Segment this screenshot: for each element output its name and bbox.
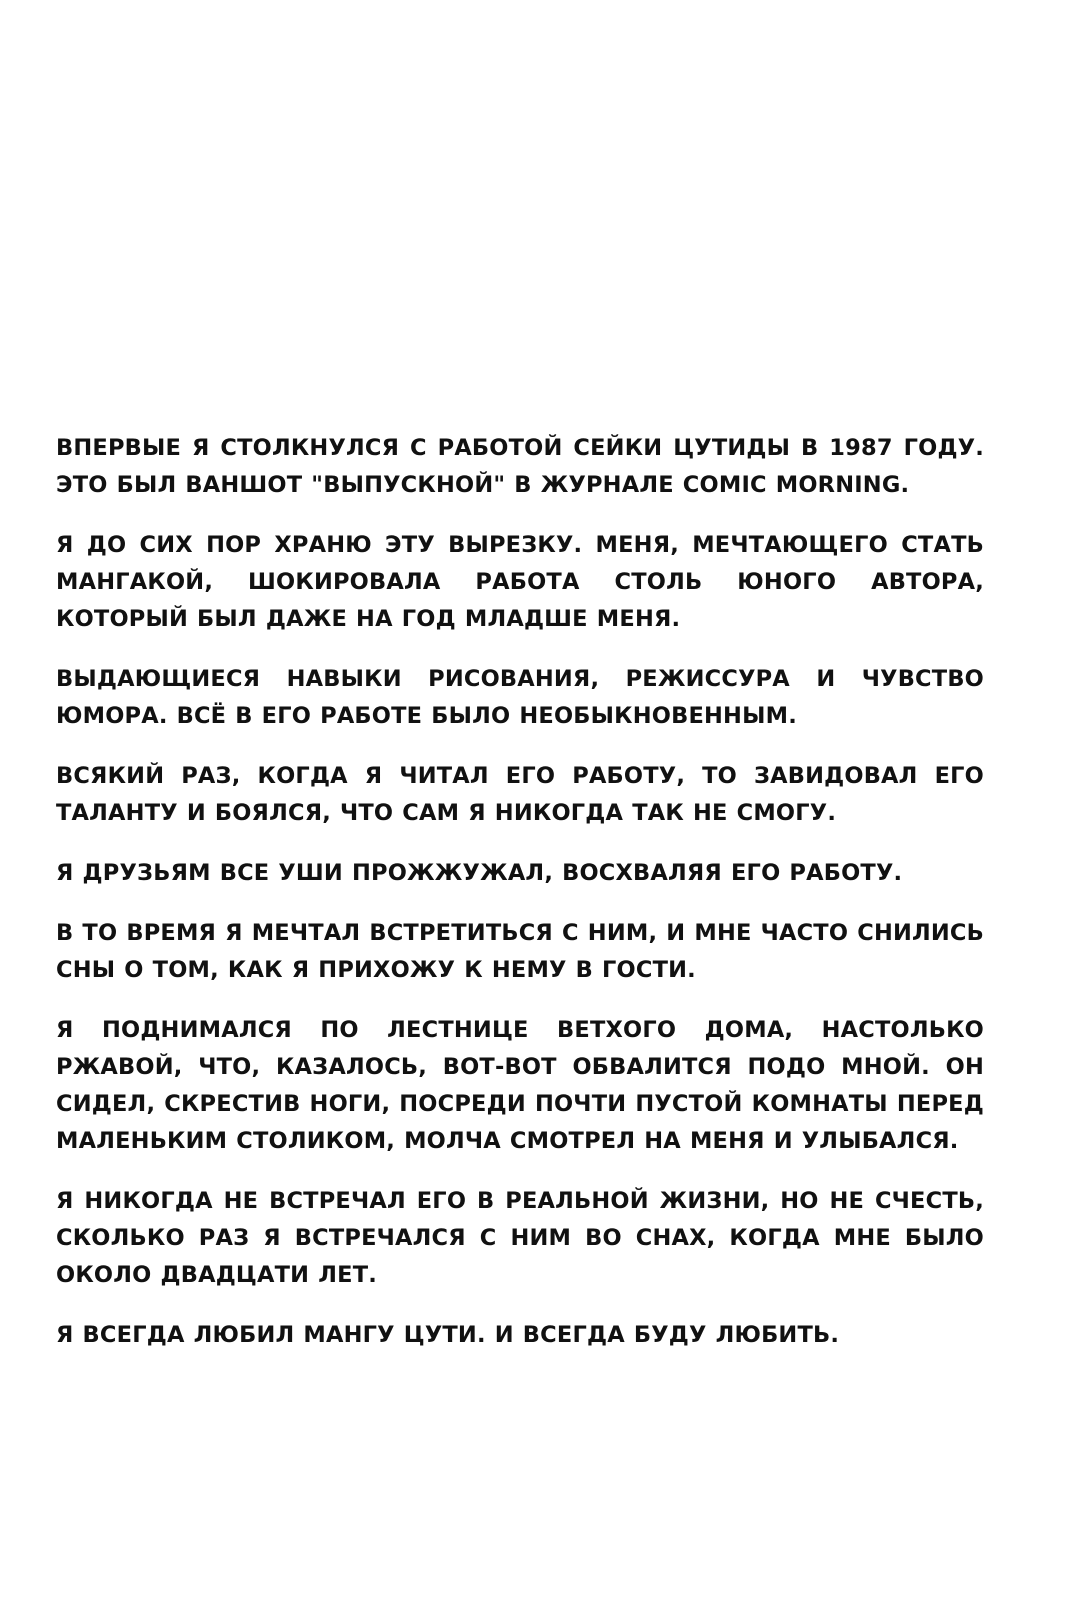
paragraph-4: ВСЯКИЙ РАЗ, КОГДА Я ЧИТАЛ ЕГО РАБОТУ, ТО ЗАВИДОВАЛ ЕГО ТАЛАНТУ И БОЯЛСЯ, ЧТО САМ Я НИКОГДА ТАК НЕ СМОГУ. (56, 763, 984, 826)
paragraph-3: ВЫДАЮЩИЕСЯ НАВЫКИ РИСОВАНИЯ, РЕЖИССУРА И ЧУВСТВО ЮМОРА. ВСЁ В ЕГО РАБОТЕ БЫЛО НЕОБЫКНОВЕННЫМ. (56, 666, 984, 729)
paragraph-1: ВПЕРВЫЕ Я СТОЛКНУЛСЯ С РАБОТОЙ СЕЙКИ ЦУТИДЫ В 1987 ГОДУ. ЭТО БЫЛ ВАНШОТ "ВЫПУСКНОЙ" В ЖУРНАЛЕ COMIC MORNING. (56, 435, 984, 498)
paragraph-7: Я ПОДНИМАЛСЯ ПО ЛЕСТНИЦЕ ВЕТХОГО ДОМА, НАСТОЛЬКО РЖАВОЙ, ЧТО, КАЗАЛОСЬ, ВОТ-ВОТ ОБВАЛИТСЯ ПОДО МНОЙ. ОН СИДЕЛ, СКРЕСТИВ НОГИ, ПОСРЕДИ ПОЧТИ ПУСТОЙ КОМНАТЫ ПЕРЕД МАЛЕНЬКИМ СТОЛИКОМ, МОЛЧА СМОТРЕЛ НА МЕНЯ И УЛЫБАЛСЯ. (56, 1017, 984, 1154)
paragraph-2: Я ДО СИХ ПОР ХРАНЮ ЭТУ ВЫРЕЗКУ. МЕНЯ, МЕЧТАЮЩЕГО СТАТЬ МАНГАКОЙ, ШОКИРОВАЛА РАБОТА СТОЛЬ ЮНОГО АВТОРА, КОТОРЫЙ БЫЛ ДАЖЕ НА ГОД МЛАДШЕ МЕНЯ. (56, 532, 984, 632)
paragraph-6: В ТО ВРЕМЯ Я МЕЧТАЛ ВСТРЕТИТЬСЯ С НИМ, И МНЕ ЧАСТО СНИЛИСЬ СНЫ О ТОМ, КАК Я ПРИХОЖУ К НЕМУ В ГОСТИ. (56, 920, 984, 983)
paragraph-9: Я ВСЕГДА ЛЮБИЛ МАНГУ ЦУТИ. И ВСЕГДА БУДУ ЛЮБИТЬ. (56, 1322, 840, 1348)
paragraph-5: Я ДРУЗЬЯМ ВСЕ УШИ ПРОЖЖУЖАЛ, ВОСХВАЛЯЯ ЕГО РАБОТУ. (56, 860, 903, 886)
paragraph-8: Я НИКОГДА НЕ ВСТРЕЧАЛ ЕГО В РЕАЛЬНОЙ ЖИЗНИ, НО НЕ СЧЕСТЬ, СКОЛЬКО РАЗ Я ВСТРЕЧАЛСЯ С НИМ ВО СНАХ, КОГДА МНЕ БЫЛО ОКОЛО ДВАДЦАТИ ЛЕТ. (56, 1188, 984, 1288)
text-block (56, 430, 984, 1377)
